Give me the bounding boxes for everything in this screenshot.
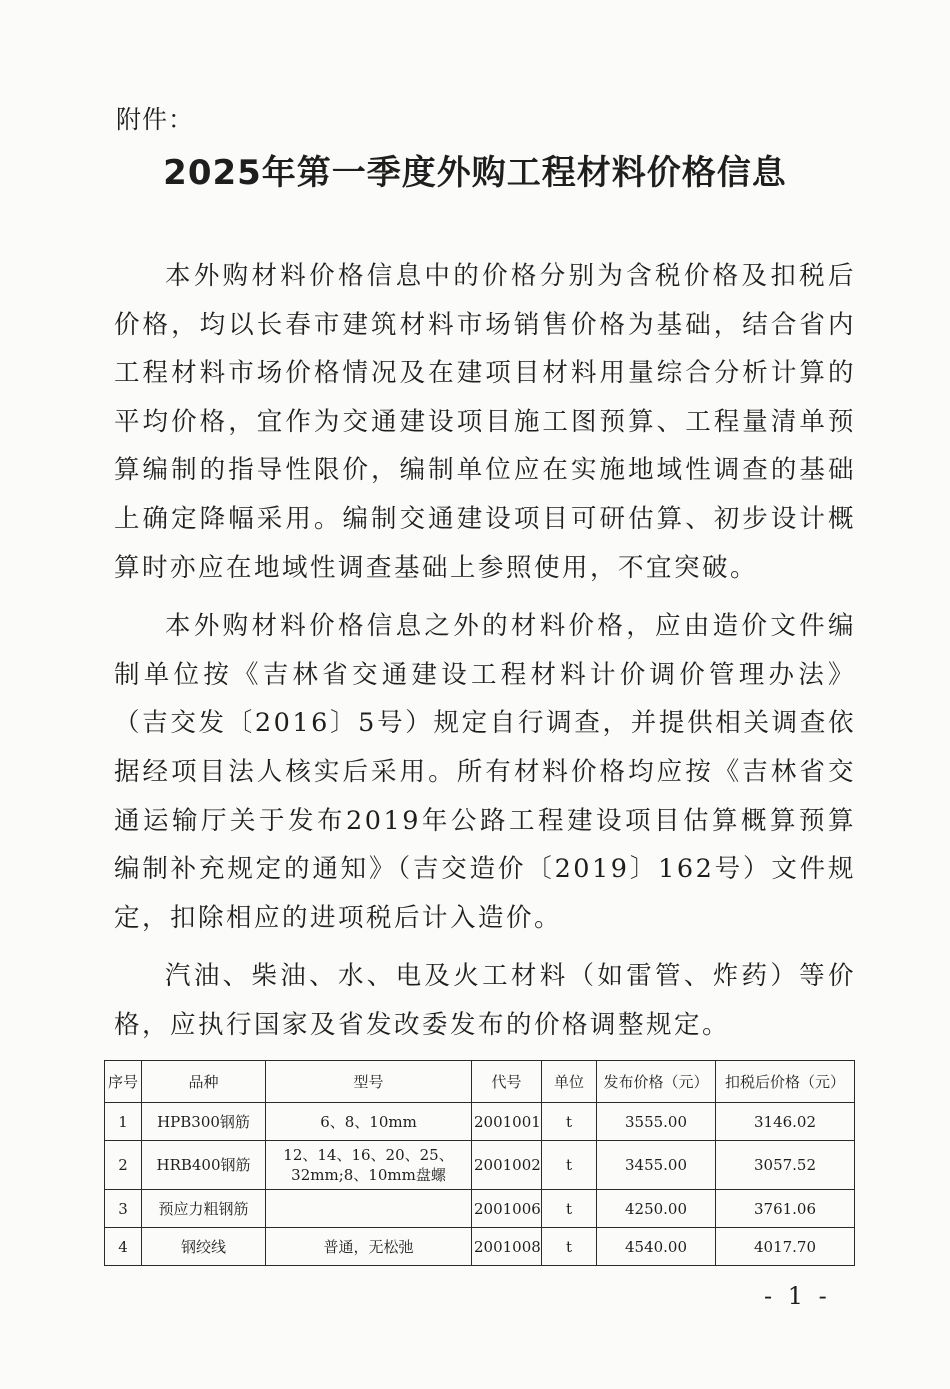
body-text xyxy=(114,252,856,1050)
table-row xyxy=(105,1103,855,1141)
cell-net-price: 3057.52 xyxy=(716,1141,855,1190)
cell-price: 4250.00 xyxy=(597,1190,716,1228)
cell-net-price: 3761.06 xyxy=(716,1190,855,1228)
cell-net-price: 4017.70 xyxy=(716,1228,855,1266)
paragraph-2: 本外购材料价格信息之外的材料价格，应由造价文件编制单位按《吉林省交通建设工程材料计价调价管理办法》（吉交发〔2016〕5号）规定自行调查，并提供相关调查依据经项目法人核实后采用。所有材料价格均应按《吉林省交通运输厅关于发布2019年公路工程建设项目估算概算预算编制补充规定的通知》（吉交造价〔2019〕162号）文件规定，扣除相应的进项税后计入造价。 xyxy=(114,611,856,933)
cell-variety: HPB300钢筋 xyxy=(142,1103,266,1141)
cell-no: 3 xyxy=(105,1190,142,1228)
cell-model: 12、14、16、20、25、32mm;8、10mm盘螺 xyxy=(266,1141,472,1190)
header-variety: 品种 xyxy=(142,1061,266,1103)
table-row xyxy=(105,1228,855,1266)
header-unit: 单位 xyxy=(542,1061,597,1103)
attachment-label: 附件： xyxy=(116,105,195,134)
header-no: 序号 xyxy=(105,1061,142,1103)
cell-no: 2 xyxy=(105,1141,142,1190)
cell-price: 4540.00 xyxy=(597,1228,716,1266)
cell-unit: t xyxy=(542,1141,597,1190)
cell-no: 1 xyxy=(105,1103,142,1141)
cell-no: 4 xyxy=(105,1228,142,1266)
cell-code: 2001008 xyxy=(472,1228,542,1266)
cell-variety: 钢绞线 xyxy=(142,1228,266,1266)
header-model: 型号 xyxy=(266,1061,472,1103)
cell-model: 普通，无松弛 xyxy=(266,1228,472,1266)
table-row xyxy=(105,1190,855,1228)
price-table xyxy=(104,1060,855,1266)
header-net-price: 扣税后价格（元） xyxy=(716,1061,855,1103)
table-header-row xyxy=(105,1061,855,1103)
header-price: 发布价格（元） xyxy=(597,1061,716,1103)
cell-price: 3455.00 xyxy=(597,1141,716,1190)
cell-model xyxy=(266,1190,472,1228)
cell-code: 2001001 xyxy=(472,1103,542,1141)
cell-net-price: 3146.02 xyxy=(716,1103,855,1141)
cell-code: 2001006 xyxy=(472,1190,542,1228)
cell-price: 3555.00 xyxy=(597,1103,716,1141)
cell-unit: t xyxy=(542,1228,597,1266)
cell-variety: HRB400钢筋 xyxy=(142,1141,266,1190)
cell-code: 2001002 xyxy=(472,1141,542,1190)
document-title: 2025年第一季度外购工程材料价格信息 xyxy=(163,153,787,193)
table-row xyxy=(105,1141,855,1190)
paragraph-3: 汽油、柴油、水、电及火工材料（如雷管、炸药）等价格，应执行国家及省发改委发布的价格调整规定。 xyxy=(114,961,856,1040)
cell-unit: t xyxy=(542,1190,597,1228)
header-code: 代号 xyxy=(472,1061,542,1103)
page-number: - 1 - xyxy=(764,1282,831,1310)
paragraph-1: 本外购材料价格信息中的价格分别为含税价格及扣税后价格，均以长春市建筑材料市场销售价格为基础，结合省内工程材料市场价格情况及在建项目材料用量综合分析计算的平均价格，宜作为交通建设项目施工图预算、工程量清单预算编制的指导性限价，编制单位应在实施地域性调查的基础上确定降幅采用。编制交通建设项目可研估算、初步设计概算时亦应在地域性调查基础上参照使用，不宜突破。 xyxy=(114,261,856,583)
cell-variety: 预应力粗钢筋 xyxy=(142,1190,266,1228)
cell-unit: t xyxy=(542,1103,597,1141)
cell-model: 6、8、10mm xyxy=(266,1103,472,1141)
